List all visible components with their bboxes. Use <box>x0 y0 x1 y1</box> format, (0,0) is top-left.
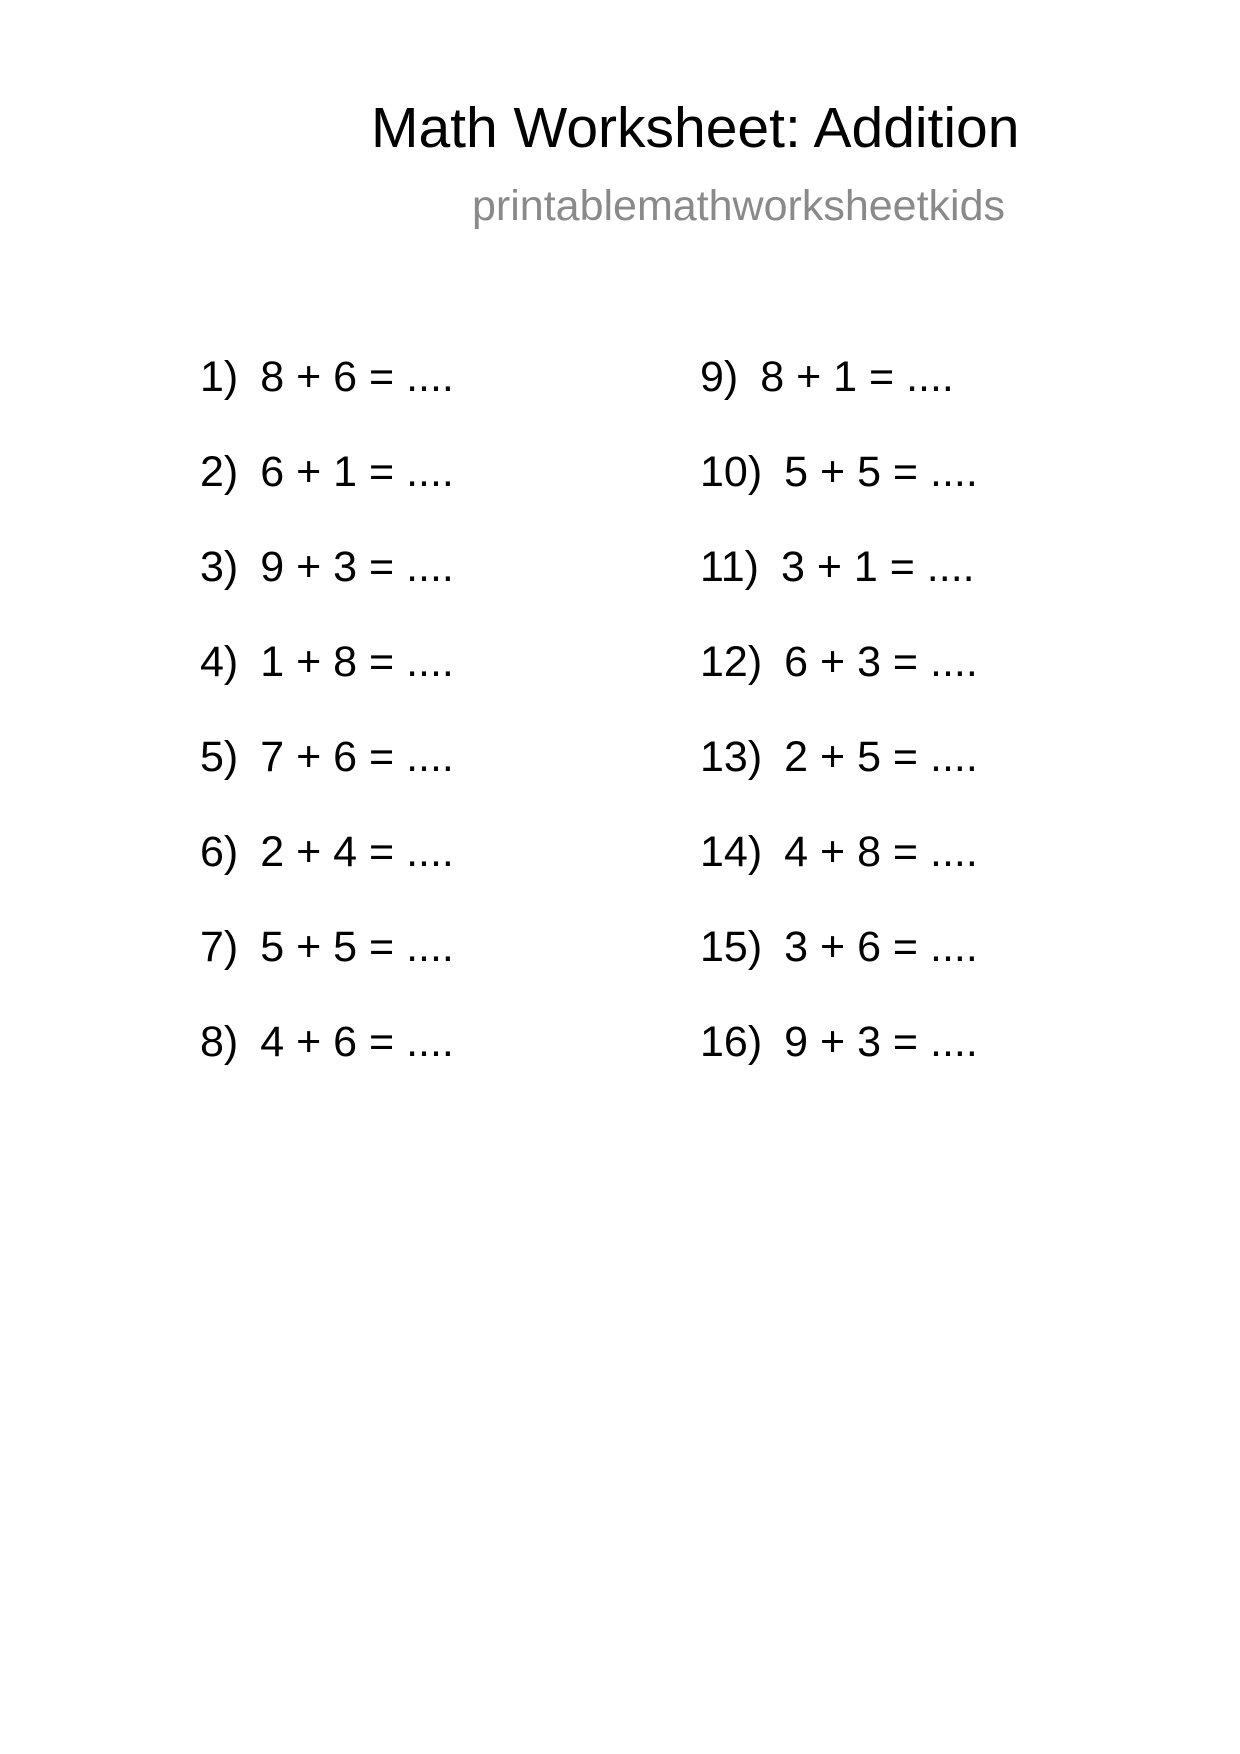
problem-number: 13) <box>700 733 763 781</box>
problem-number: 8) <box>200 1018 239 1066</box>
problem-expression: 9 + 3 = .... <box>784 1018 978 1066</box>
problem-item <box>200 1018 454 1116</box>
problem-number: 10) <box>700 448 763 496</box>
problem-item <box>200 733 454 831</box>
problem-number: 14) <box>700 828 763 876</box>
problem-item <box>200 448 454 546</box>
problem-number: 4) <box>200 638 239 686</box>
problem-expression: 2 + 4 = .... <box>260 828 454 876</box>
problem-item <box>700 733 978 831</box>
problem-expression: 1 + 8 = .... <box>260 638 454 686</box>
problem-item <box>700 828 978 926</box>
problem-expression: 7 + 6 = .... <box>260 733 454 781</box>
problem-number: 6) <box>200 828 239 876</box>
problem-expression: 3 + 6 = .... <box>784 923 978 971</box>
problem-number: 12) <box>700 638 763 686</box>
problem-number: 1) <box>200 353 239 401</box>
problem-expression: 5 + 5 = .... <box>784 448 978 496</box>
worksheet-source: printablemathworksheetkids <box>472 182 1005 230</box>
problem-item <box>700 353 978 451</box>
problem-number: 7) <box>200 923 239 971</box>
problem-number: 11) <box>700 543 759 591</box>
problem-item <box>700 638 978 736</box>
problem-number: 15) <box>700 923 763 971</box>
problem-expression: 4 + 8 = .... <box>784 828 978 876</box>
problem-expression: 8 + 1 = .... <box>760 353 954 401</box>
problem-item <box>700 448 978 546</box>
problem-expression: 6 + 3 = .... <box>784 638 978 686</box>
problem-number: 5) <box>200 733 239 781</box>
problem-item <box>200 543 454 641</box>
problem-number: 3) <box>200 543 239 591</box>
problem-number: 2) <box>200 448 239 496</box>
problem-item <box>200 638 454 736</box>
problem-expression: 2 + 5 = .... <box>784 733 978 781</box>
problem-column-right <box>700 353 978 1116</box>
problem-expression: 3 + 1 = .... <box>780 543 975 591</box>
problem-item <box>200 923 454 1021</box>
problem-number: 16) <box>700 1018 763 1066</box>
problem-item <box>700 1018 978 1116</box>
problem-expression: 4 + 6 = .... <box>260 1018 454 1066</box>
problem-expression: 8 + 6 = .... <box>260 353 454 401</box>
problem-item <box>700 923 978 1021</box>
problem-item <box>700 543 978 641</box>
problem-column-left <box>200 353 454 1116</box>
problem-item <box>200 353 454 451</box>
problem-expression: 6 + 1 = .... <box>260 448 454 496</box>
problem-expression: 9 + 3 = .... <box>260 543 454 591</box>
problem-expression: 5 + 5 = .... <box>260 923 454 971</box>
worksheet-title: Math Worksheet: Addition <box>371 96 1020 160</box>
problem-number: 9) <box>700 353 739 401</box>
problem-item <box>200 828 454 926</box>
